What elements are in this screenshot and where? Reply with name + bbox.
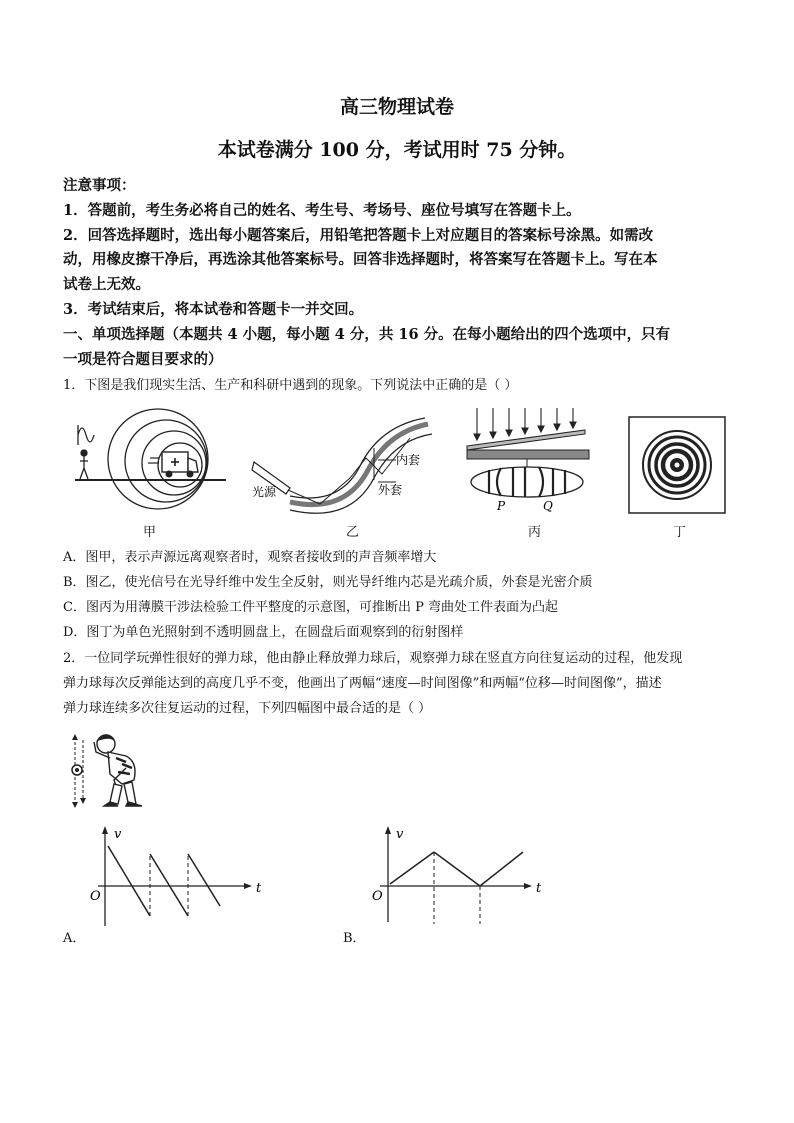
light-source-label: 光源 [252,485,277,499]
question-1-option-a: A．图甲，表示声源远离观察者时，观察者接收到的声音频率增大 [63,550,437,565]
graph-a-segment-1 [108,846,150,916]
wave-icon [78,425,94,445]
figure-yi-label: 乙 [346,525,360,540]
ambulance-icon [148,452,198,478]
graph-a-t-label: t [256,881,262,896]
question-1-stem: 1．下图是我们现实生活、生产和科研中遇到的现象。下列说法中正确的是（ ） [63,378,518,393]
graph-b-t-label: t [536,881,542,896]
notice-item-1: 1．答题前，考生务必将自己的姓名、考生号、考场号、座位号填写在答题卡上。 [63,202,581,219]
question-1-option-c: C．图丙为用薄膜干涉法检验工件平整度的示意图，可推断出 P 弯曲处工件表面为凸起 [63,600,558,615]
graph-b-velocity-time [360,826,540,936]
notice-item-3: 3．考试结束后，将本试卷和答题卡一并交回。 [63,301,364,318]
figure-bing-label: 丙 [528,525,542,540]
graph-b-v-label: v [396,827,404,842]
figure-ding-diffraction [628,416,726,514]
person-figure-icon [94,735,142,806]
notice-heading: 注意事项： [63,177,136,194]
page-title: 高三物理试卷 [339,96,454,118]
graph-b-segment-3 [480,852,523,886]
question-2-stem-line-1: 2．一位同学玩弹性很好的弹力球，他由静止释放弹力球后，观察弹力球在竖直方向往复运动的过程，他发现 [63,651,683,666]
graph-a-segment-3 [188,854,220,906]
point-q-label: Q [543,499,553,513]
graph-b-option-label: B． [343,931,366,946]
graph-b-segment-2 [434,852,480,886]
inner-sleeve-label: 内套 [396,453,421,467]
notice-item-2-line-2: 动，用橡皮擦干净后，再选涂其他答案标号。回答非选择题时，将答案写在答题卡上。写在本 [63,251,658,268]
section-heading-line-2: 一项是符合题目要求的） [63,351,223,368]
question-2-stem-line-2: 弹力球每次反弹能达到的高度几乎不变，他画出了两幅“速度—时间图像”和两幅“位移—时间图像”，描述 [63,676,662,691]
graph-b-origin-label: O [372,889,383,904]
figure-jia-label: 甲 [143,525,157,540]
question-1-option-b: B．图乙，使光信号在光导纤维中发生全反射，则光导纤维内芯是光疏介质，外套是光密介质 [63,575,593,590]
graph-a-v-label: v [114,827,122,842]
page-subtitle: 本试卷满分 100 分，考试用时 75 分钟。 [217,139,577,161]
figure-jia-doppler [70,403,230,515]
question-2-stem-line-3: 弹力球连续多次往复运动的过程，下列四幅图中最合适的是（ ） [63,701,432,716]
figure-yi-optical-fiber [250,408,440,516]
question-1-option-d: D．图丁为单色光照射到不透明圆盘上，在圆盘后面观察到的衍射图样 [63,625,464,640]
graph-b-segment-1 [390,852,434,884]
outer-sleeve-label: 外套 [378,483,403,497]
graph-a-origin-label: O [90,889,101,904]
figure-ding-label: 丁 [673,525,687,540]
ball-player-illustration [66,728,156,810]
graph-a-segment-2 [150,854,188,916]
figure-bing-interference [463,406,593,514]
section-heading-line-1: 一、单项选择题（本题共 4 小题，每小题 4 分，共 16 分。在每小题给出的四个选项中，只有 [63,326,671,343]
notice-item-2-line-1: 2．回答选择题时，选出每小题答案后，用铅笔把答题卡上对应题目的答案标号涂黑。如需改 [63,227,654,244]
graph-a-velocity-time [80,826,260,936]
point-p-label: P [497,499,506,513]
notice-item-2-line-3: 试卷上无效。 [63,276,150,293]
graph-a-option-label: A． [63,931,86,946]
person-icon [80,450,88,479]
